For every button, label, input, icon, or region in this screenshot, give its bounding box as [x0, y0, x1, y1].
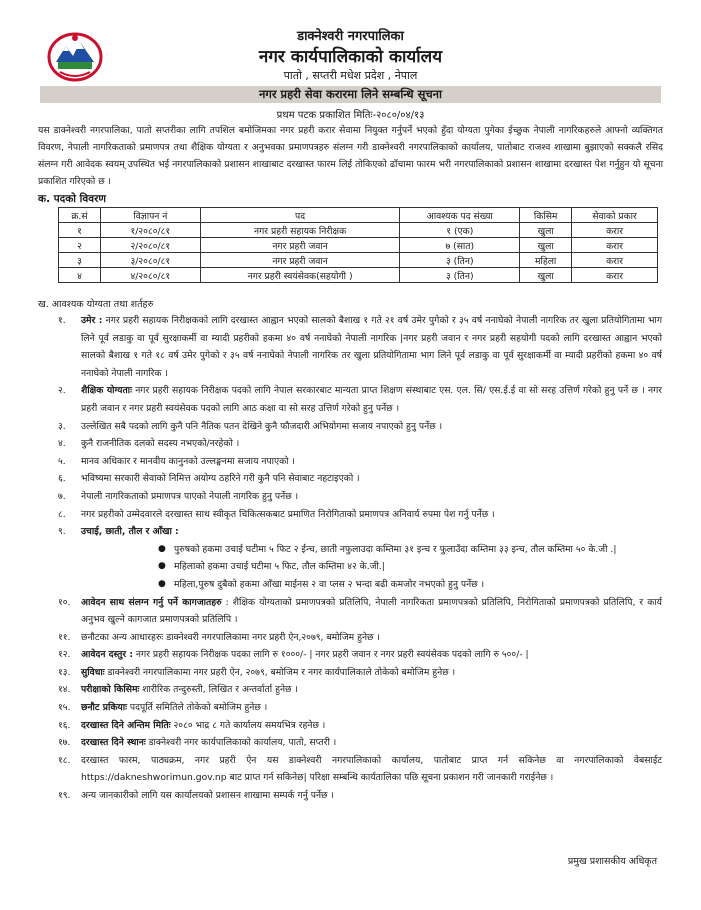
item-text [81, 646, 662, 664]
list-item [58, 488, 662, 506]
item-text [81, 664, 662, 682]
publication-date: प्रथम पटक प्रकाशित मितिः-२०८०/०४/१३ [276, 110, 425, 121]
item-body: शारीरिक तन्दुरुस्ती, लिखित र अन्तर्वार्ता हुनेछ । [139, 684, 298, 696]
item-number: ११. [58, 631, 71, 643]
item-body: छनौटका अन्य आधारहरुः डाक्नेश्वरी नगरपालिकामा नगर प्रहरी ऐन,२०७९, बमोजिम हुनेछ । [81, 631, 380, 643]
bullet-item [158, 558, 662, 576]
table-cell: नगर प्रहरी स्वयंसेवक(सहयोगी ) [200, 268, 400, 283]
table-cell: नगर प्रहरी जवान [200, 238, 400, 253]
item-number: ७. [58, 490, 66, 502]
table-cell: ७ (सात) [400, 238, 520, 253]
table-cell: नगर प्रहरी सहायक निरीक्षक [200, 223, 400, 238]
table-cell: १ (एक) [400, 223, 520, 238]
bullet-icon: ● [158, 561, 166, 572]
bullet-icon: ● [158, 578, 166, 589]
table-header-row [59, 208, 658, 223]
conditions-list [58, 312, 662, 805]
list-item [58, 523, 662, 541]
item-number: ४. [58, 438, 66, 450]
table-cell: महिला [520, 253, 572, 268]
item-number: १८. [58, 754, 71, 766]
item-text [81, 523, 662, 541]
signatory-title: प्रमुख प्रशासकीय अधिकृत [567, 856, 657, 867]
table-header: आवश्यक पद संख्या [400, 208, 520, 223]
item-body: डाक्नेश्वरी नगरपालिकामा नगर प्रहरी ऐन, २०७९, बमोजिम र नगर कार्यपालिकाले तोकेको बमोजिम हुनेछ । [104, 666, 456, 678]
notice-title-banner: नगर प्रहरी सेवा करारमा लिने सम्बन्धि सूचना [40, 86, 661, 103]
physical-requirements-list [158, 541, 662, 594]
table-cell: खुला [520, 268, 572, 283]
office-address: पातो , सप्तरी मधेश प्रदेश , नेपाल [283, 69, 418, 82]
item-bold-label: दरखास्त दिने अन्तिम मितिः [81, 719, 171, 731]
item-body: नेपाली नागरिकताको प्रमाणपत्र पाएको नेपाली नागरिक हुनु पर्नेछ । [81, 490, 299, 502]
item-body: : शैक्षिक योग्यताको प्रमाणपत्रको प्रतिलिपि, नेपाली नागरिकता प्रमाणपत्रको प्रतिलिपि, निरोगिताको प्रमाणपत्रको प्रतिलिपि, र कार्य अनुभव खुल्ने कागजात प्रमाणपत्रको प्रतिलिपि । [81, 596, 662, 626]
item-body: २०८० भाद्र ८ गते कार्यालय समयभित्र रहनेछ । [170, 719, 326, 731]
list-item [58, 752, 662, 787]
bullet-text: पुरुषको हकमा उचाई घटीमा ५ फिट २ ईन्च, छाती नफुलाउदा कम्तिमा ३१ इन्च र फुलाउँदा कम्तिमा ३३ इन्च, तौल कम्तिमा ५० के.जी .| [174, 543, 617, 555]
item-number: १. [58, 315, 66, 326]
item-bold-label: आवेदन साथ संलग्न गर्नु पर्ने कागजातहरु [81, 596, 222, 608]
list-item [58, 629, 662, 647]
list-item [58, 382, 662, 417]
item-number: ९. [58, 526, 66, 538]
item-body: नगर प्रहरी सहायक निरीक्षक पदका लागि रु १०००/- | नगर प्रहरी जवान र नगर प्रहरी स्वयंसेवक पदको लागि रु ५००/- | [133, 649, 529, 661]
table-header: विज्ञापन नं [100, 208, 200, 223]
item-bold-label: शैक्षिक योग्यताः [81, 385, 132, 397]
item-bold-label: सुविधाः [81, 666, 105, 678]
table-row [59, 238, 658, 253]
item-text [81, 699, 662, 717]
list-item [58, 594, 662, 629]
table-cell: खुला [520, 223, 572, 238]
item-number: १६. [58, 719, 71, 731]
table-cell: ४ [59, 268, 101, 283]
item-body: उल्लेखित सबै पदको लागि कुनै पनि नैतिक पतन देखिने कुनै फौजदारी अभियोगमा सजाय नपाएको हुनु पर्नेछ । [81, 420, 443, 432]
item-body: कुनै राजनीतिक दलको सदस्य नभएको/नरहेको । [81, 438, 240, 450]
list-item [58, 506, 662, 524]
table-header: क्र.सं [59, 208, 101, 223]
item-text [81, 681, 662, 699]
item-body: नगर प्रहरी सहायक निरीक्षकको लागि दरखास्त आह्वान भएको सालको बैशाख १ गते २१ वर्ष उमेर पुगेको र ३५ वर्ष ननाघेको नेपाली नागरिक तर खुला प्रतियोगितामा भाग लिने पूर्व लडाकु वा पूर्व सुरक्षाकर्मी वा म्यादी प्रहरीको हकमा ४० वर्ष ननाघेको नेपाली नागरिक |नगर प्रहरी जवान र नगर प्रहरी सहयोगी पदको लागि दरखास्त आह्वान भएको सालको बैशाख १ गते १८ वर्ष उमेर पुगेको र ३५ वर्ष ननाघेको नेपाली नागरिक तर खुला प्रतियोगितामा भाग लिने पूर्व लडाकु वा पूर्व सुरक्षाकर्मी वा म्यादी प्रहरीको हकमा ४० वर्ष ननाघेको नेपाली नागरिक । [81, 315, 662, 379]
table-cell: ४/२०८०/८१ [100, 268, 200, 283]
table-cell: १ [59, 223, 101, 238]
table-cell: १/२०८०/८१ [100, 223, 200, 238]
item-number: १०. [58, 596, 71, 608]
item-number: १९. [58, 790, 71, 802]
item-number: २. [58, 385, 66, 397]
list-item [58, 470, 662, 488]
item-number: ८. [58, 508, 66, 520]
item-bold-label: उमेर : [81, 315, 103, 326]
intro-paragraph: यस डाक्नेश्वरी नगरपालिका, पातो सप्तरीका लागि तपशिल बमोजिमका नगर प्रहरी करार सेवामा नियुक्त गर्नुपर्ने भएको हुँदा योग्यता पुगेका ईच्छुक नेपाली नागरिकहरुले आफ्नो व्यक्तिगत विवरण, नेपाली नागरिकताको प्रमाणपत्र तथा शैक्षिक योग्यता र अनुभवका प्रमाणपत्रहरु संलग्न गरी डाक्नेश्वरी नगरपालिकाको कार्यालय, पातोबाट राजश्व शाखामा बुझाएको सक्कलै रसिद संलग्न गरी आवेदक स्वयम् उपस्थित भई नगरपालिकाको प्रशासन शाखाबाट दरखास्त फारम लिई तोकिएको ढाँचामा फारम भरी नगरपालिकाको प्रशासन शाखामा दरखास्त पेश गर्नुहुन यो सूचना प्रकाशित गरिएको छ । [38, 125, 663, 187]
table-row [59, 268, 658, 283]
list-item [58, 312, 662, 382]
item-text [81, 734, 662, 752]
list-item [58, 435, 662, 453]
bullet-text: महिला,पुरुष दुबैको हकमा आँखा माईनस २ वा प्लस २ भन्दा बढी कमजोर नभएको हुनु पर्नेछ । [174, 578, 485, 590]
item-number: १४. [58, 684, 71, 696]
table-row [59, 253, 658, 268]
table-cell: करार [572, 268, 658, 283]
item-number: १३. [58, 666, 71, 678]
list-item [58, 717, 662, 735]
table-cell: २ [59, 238, 101, 253]
item-body: मानव अधिकार र मानवीय कानुनको उल्लङ्घनमा सजाय नपाएको । [81, 455, 295, 467]
item-text [81, 717, 662, 735]
item-bold-label: दरखास्त दिने स्थानः [81, 737, 146, 749]
table-cell: ३ (तिन) [400, 268, 520, 283]
item-number: ५. [58, 455, 66, 467]
municipality-name: डाक्नेश्वरी नगरपालिका [297, 29, 404, 44]
item-text [81, 312, 662, 382]
list-item [58, 681, 662, 699]
list-item [58, 664, 662, 682]
item-text [81, 594, 662, 629]
table-cell: ३ [59, 253, 101, 268]
item-number: १२. [58, 649, 71, 661]
item-text [81, 382, 662, 417]
table-cell: करार [572, 223, 658, 238]
list-item [58, 699, 662, 717]
item-body: दरखास्त फारम, पाठ्यक्रम, नगर प्रहरी ऐन यस डाक्नेश्वरी नगरपालिकाको कार्यालय, पातोबाट प्राप्त गर्न सकिनेछ वा नगरपालिकाको वेबसाईट https://dakneshworimun.gov.np बाट प्राप्त गर्न सकिनेछ| परिक्षा सम्बन्धि कार्यतालिका पछि सूचना प्रकाशन गरी जानकारी गराईनेछ । [81, 754, 662, 784]
item-body: अन्य जानकारीको लागि यस कार्यालयको प्रशासन शाखामा सम्पर्क गर्नु पर्नेछ । [81, 790, 334, 802]
table-row [59, 223, 658, 238]
item-body: पदपूर्ति समितिले तोकेको बमोजिम हुनेछ । [126, 702, 268, 714]
list-item [58, 787, 662, 805]
bullet-item [158, 576, 662, 594]
item-number: १७. [58, 737, 71, 749]
section-heading-qualifications: ख. आवश्यक योग्यता तथा शर्तहरु [38, 299, 154, 310]
table-cell: नगर प्रहरी जवान [200, 253, 400, 268]
table-header: सेवाको प्रकार [572, 208, 658, 223]
table-header: किसिम [520, 208, 572, 223]
bullet-item [158, 541, 662, 559]
item-bold-label: परीक्षाको किसिमः [81, 684, 140, 696]
list-item [58, 734, 662, 752]
item-body: नगर प्रहरी सहायक निरीक्षक पदको लागि नेपाल सरकारबाट मान्यता प्राप्त शिक्षण संस्थाबाट एस. एल. सि/ एस.ई.ई वा सो सरह उत्तिर्ण गरेको हुनु पर्ने छ । नगर प्रहरी जवान र नगर प्रहरी स्वयंसेवक पदको लागि आठ कक्षा वा सो सरह उत्तिर्ण गरेको हुनु पर्नेछ । [81, 385, 662, 414]
item-body: भविष्यमा सरकारी सेवाको निमित्त अयोग्य ठहरिने गरी कुनै पनि सेवाबाट नहटाइएको । [81, 473, 360, 485]
list-item [58, 453, 662, 471]
list-item [58, 646, 662, 664]
table-cell: ३/२०८०/८१ [100, 253, 200, 268]
item-bold-label: आवेदन दस्तुर : [81, 649, 133, 661]
table-cell: २/२०८०/८१ [100, 238, 200, 253]
item-number: ३. [58, 420, 66, 432]
table-cell: खुला [520, 238, 572, 253]
list-item [58, 418, 662, 436]
item-bold-label: उचाई, छाती, तौल र आँखा : [81, 526, 179, 538]
office-name: नगर कार्यपालिकाको कार्यालय [258, 47, 443, 67]
item-body: डाक्नेश्वरी नगर कार्यपालिकाको कार्यालय, पातो, सप्तरी । [145, 737, 337, 749]
section-heading-post-details: क. पदको विवरण [38, 193, 106, 205]
item-body: नगर प्रहरीको उम्मेदवारले दरखास्त साथ स्वीकृत चिकित्सकबाट प्रमाणित निरोगिताको प्रमाणपत्र अनिवार्य रुपमा पेश गर्नु पर्नेछ । [81, 508, 495, 520]
posts-table [58, 207, 658, 283]
item-bold-label: छनौट प्रकियाः [81, 702, 127, 714]
table-cell: करार [572, 253, 658, 268]
item-number: ६. [58, 473, 66, 485]
table-cell: करार [572, 238, 658, 253]
table-cell: ३ (तिन) [400, 253, 520, 268]
bullet-text: महिलाको हकमा उचाई घटीमा ५ फिट, तौल कम्तिमा ४२ के.जी.| [174, 561, 385, 573]
bullet-icon: ● [158, 543, 166, 554]
table-header: पद [200, 208, 400, 223]
item-number: १५. [58, 702, 71, 714]
